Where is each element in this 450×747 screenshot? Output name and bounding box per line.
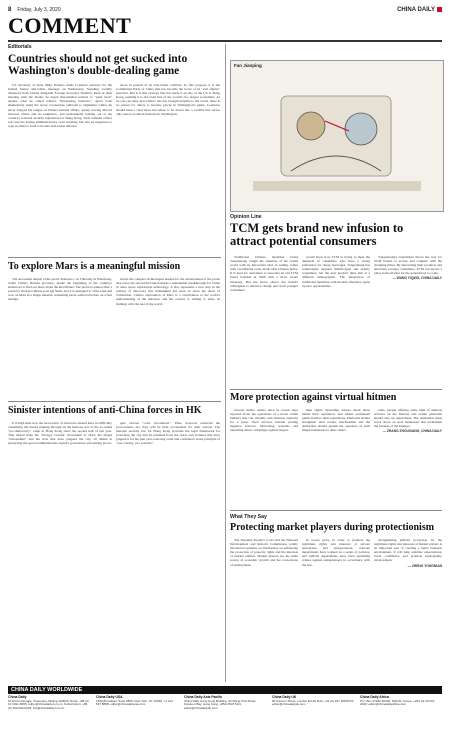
opinion-1-byline: — WANG YIQING, CHINA DAILY: [392, 276, 442, 281]
opinion-2-byline: — ZHANG ZHOUXIANG, CHINA DAILY: [382, 429, 442, 434]
footer-column-text: 1500 Broadway, Suite 2800, New York, NY 10036. +1 212 537 8888; editor@chinadailyusa.com: [96, 698, 173, 707]
editorial-divider-2: [8, 401, 221, 402]
opinion-2-text-1: Several media outlets have in recent days reported about the operations of a secret online industry that can virtually ruin business anybody for a price. Such services include posting negative reviews, fabricating scandals and launching smear campaigns against targets.: [230, 408, 298, 433]
editorial-2-col-2: [116, 277, 220, 397]
editorial-2-headline: To explore Mars is a meaningful mission: [8, 261, 181, 272]
editorial-1-text-1: US Secretary of State Mike Pompeo made London's entrance for the United States' anti-China message on Wednesday. Standing socially distanced from United Kingdom Foreign Secretary Dominic Raab in their meeting with the media, he urged like-minded nations to "push back" against what he called China's "threatening behavior". Apart from shamelessly using the novel coronavirus outbreak to stigmatize China, he never stopped his tongue on China's internal affairs, openly sowing discord between China and its neighbors, and unabashedly lashing out at the country's national security legislation for Hong Kong. Such remarks reflect not only the Trump administration's overt hostility, but also its eagerness to rope in allies to form a broader anti-China alliance.: [8, 83, 112, 128]
editorial-divider-1: [8, 257, 221, 258]
masthead-rule: [8, 40, 442, 42]
editorial-2-col-1: [8, 277, 112, 397]
editorial-1-col-2: [116, 83, 220, 253]
footer-column: [184, 696, 266, 711]
footer-column-title: China Daily UK: [272, 695, 297, 699]
opinion-2-col-3: [374, 408, 442, 506]
opinion-1-col-1: [230, 255, 298, 385]
footer-column-title: China Daily Africa: [360, 695, 389, 699]
issue-date: Friday, July 3, 2020: [17, 7, 61, 13]
opinion-2-text-2: their rights. Spreading rumors about those harms their reputation, and makes permanent public harm to their reputations. Platforms should strengthen their review mechanisms and the authorities should punish the operators of such illegal businesses to deter others.: [302, 408, 370, 433]
opinion-divider-1: [230, 389, 442, 390]
footer-column-title: China Daily USA: [96, 695, 123, 699]
opinion-2-col-2: [302, 408, 370, 506]
opinion-2-text-3: rules, people offering some kind of dubious services on the Internet and online platforms should step up supervision. The authorities must crack down on such businesses that undermine the fairness of the Internet.: [374, 408, 442, 429]
footer-column-text: P.O. Box 27281-00100, Nairobi, Kenya. +254 (0) 20 522 2200; editor@chinadailyafrica.com: [360, 698, 435, 707]
footer-column: [96, 696, 178, 711]
editorial-3-col-1: [8, 421, 112, 681]
opinion-3-byline: — ZHENG YONGNIAN: [407, 563, 442, 568]
column-divider: [225, 44, 226, 682]
opinion-3-text-2: In recent years, in order to promote the legitimate rights and interests of private enterprises and entrepreneurs, relevant departments have worked on a series of policies, and judicial departments have been punishing crimes against entrepreneurs in accordance with the law.: [302, 538, 370, 567]
editorial-2-text-1: The successful launch of the probe Tianwen-1 on Thursday in Wenchang, South China's Hainan province, marks the beginning of the country's endeavors to find out more about the Red Planet. The probe is named after a poem by ancient Chinese poet Qu Yuan, and it is designed to orbit, land and rove on Mars in a single mission, something never achieved before on a first attempt.: [8, 277, 112, 302]
opinion-3-col-3: [374, 538, 442, 682]
opinion-2-col-1: [230, 408, 298, 506]
editorial-2-text-2: Given the complex technologies needed for the development of the probe and rover, the successful launch marks a remarkable breakthrough for China in outer space exploration technology. It also represents a new step in the journey of discovery that humankind has been on since the dawn of civilization. China's exploration of Mars is a contribution to the world's understanding of the universe, and the country is willing to share its findings with the rest of the world.: [116, 277, 220, 306]
editorials-label: Editorials: [8, 44, 32, 50]
opinion-3-headline: Protecting market players during protectionism: [230, 522, 435, 533]
opinion-1-col-3: [374, 255, 442, 385]
footer-columns: [8, 696, 442, 711]
brand-square-icon: [437, 7, 442, 12]
opinion-2-headline: More protection against virtual hitmen: [230, 392, 397, 403]
editorial-3-text-1: It is high time now the most naive of observers should have no difficulty visualizing the thread running through all the heinous acts of the so-called "pro-democracy" camp in Hong Kong since the second half of last year. That thread links the "Occupy Central" movement of 2014, the illegal "referendum" and the riots that have plagued the city, all aimed at paralyzing the special administrative region's governance and seizing power.: [8, 421, 112, 446]
editorial-3-headline: Sinister intentions of anti-China forces in HK: [8, 405, 202, 416]
footer-bar: CHINA DAILY WORLDWIDE: [8, 686, 442, 694]
opinion-3-col-2: [302, 538, 370, 682]
opinion-3-text-3: strengthening judicial protection for the legitimate rights and interests of market players is an important part of creating a better business environment. It will help stabilize expectations, boost confidence and promote high-quality development.: [374, 538, 442, 563]
editorial-1-col-1: [8, 83, 112, 253]
what-they-say-label: What They Say: [230, 514, 267, 520]
opinion-divider-2: [230, 510, 442, 511]
cartoon-drawing: [231, 61, 443, 211]
opinion-line-label: Opinion Line: [230, 214, 262, 220]
brand-name: [397, 7, 442, 13]
cartoon-illustration: [230, 60, 444, 212]
editorial-3-col-2: [116, 421, 220, 681]
footer-column: [360, 696, 442, 711]
editorial-3-text-2: gate various "color revolutions". Thus, however unlawful the provocateurs are, they will be held accountable for their actions. The national security law for Hong Kong provides the legal framework for protecting the city and its residents from the chaos and violence that have gripped it for the past year, restoring order and confidence in the principle of "one country, two systems".: [116, 421, 220, 446]
opinion-1-text-3: Tongrentang's experiment shows the way for TCM brands to evolve and compete with the changing times. By innovating their products and attracting younger consumers, TCM can secure a place in the market for the generations to come.: [374, 255, 442, 276]
opinion-1-text-1: Traditional Chinese medicine brand Tongrentang caught the attention of the online world with its innovative idea of selling coffee with a traditional twist, made with Chinese herbs. It is hard for customers to associate an old TCM brand founded in 1669 with a more recent beverage. But the move shows the brand's willingness to embrace change and reach younger consumers.: [230, 255, 298, 292]
brand-text: CHINA DAILY: [397, 7, 435, 14]
footer-column-text: 90 Cannon Street, London EC4N 6HA. +44 (0) 207 398 8270; editor@chinadailyuk.com: [272, 698, 354, 707]
section-masthead: COMMENT: [8, 13, 132, 38]
footer-column-title: China Daily Asia Pacific: [184, 695, 223, 699]
opinion-3-col-1: [230, 538, 298, 682]
footer-column-text: China Daily Hong Kong Building, 42 Wang Chiu Road, Kowloon Bay, Hong Kong. +852 2518 5111; editor@chinadailyhk.com: [184, 698, 257, 711]
opinion-1-headline: TCM gets brand new infusion to attract potential consumers: [230, 221, 404, 249]
footer-column-title: China Daily: [8, 695, 27, 699]
cartoonist-label: Fan Jianping: [234, 63, 262, 68]
opinion-3-text-1: The Supreme People's Court and the National Development and Reform Commission jointly introduced opinions on Wednesday on enhancing the protection of property rights and the interests of market entities. Market players are the main source of economic growth and the cornerstone of employment.: [230, 538, 298, 567]
footer-column-text: 15 Huixin Dongjie, Chaoyang, Beijing 100029. News: +86 (0) 10 6491-8366; editor@chinadaily.com.cn. Subscription: +86 (0) 400-699-0203; sub@chinadaily.com.cn: [8, 698, 89, 711]
footer-column: [8, 696, 90, 711]
opinion-1-text-2: would show how TCM is trying to meet the demands of consumers who have a strong preference for cheap beverages. Tongrentang has traditionally targeted middle-aged and elderly consumers, but the new product lines aim at a different demographic. The integration of traditional medicine with modern lifestyles opens up new opportunities.: [302, 255, 370, 288]
opinion-1-col-2: [302, 255, 370, 385]
footer-column: [272, 696, 354, 711]
page-number: 8: [8, 7, 12, 13]
editorial-1-text-2: ences in pursuit of its anti-China coalition. To this purpose, it is the Communist Party of China that has become the focus of its "evil empire" narrative. But it is this strategy that has made it an ally of the US to Hong Kong, pushing it to the front line of the world's two largest economies. As no one can deny that China's rise has brought benefits to the world, there is no reason for others to become pawns in Washington's game. Countries should keep a clear head and refuse to be drawn into a conflict that serves only narrow political interests in Washington.: [116, 83, 220, 116]
editorial-1-headline: Countries should not get sucked into Washington's double-dealing game: [8, 53, 188, 78]
